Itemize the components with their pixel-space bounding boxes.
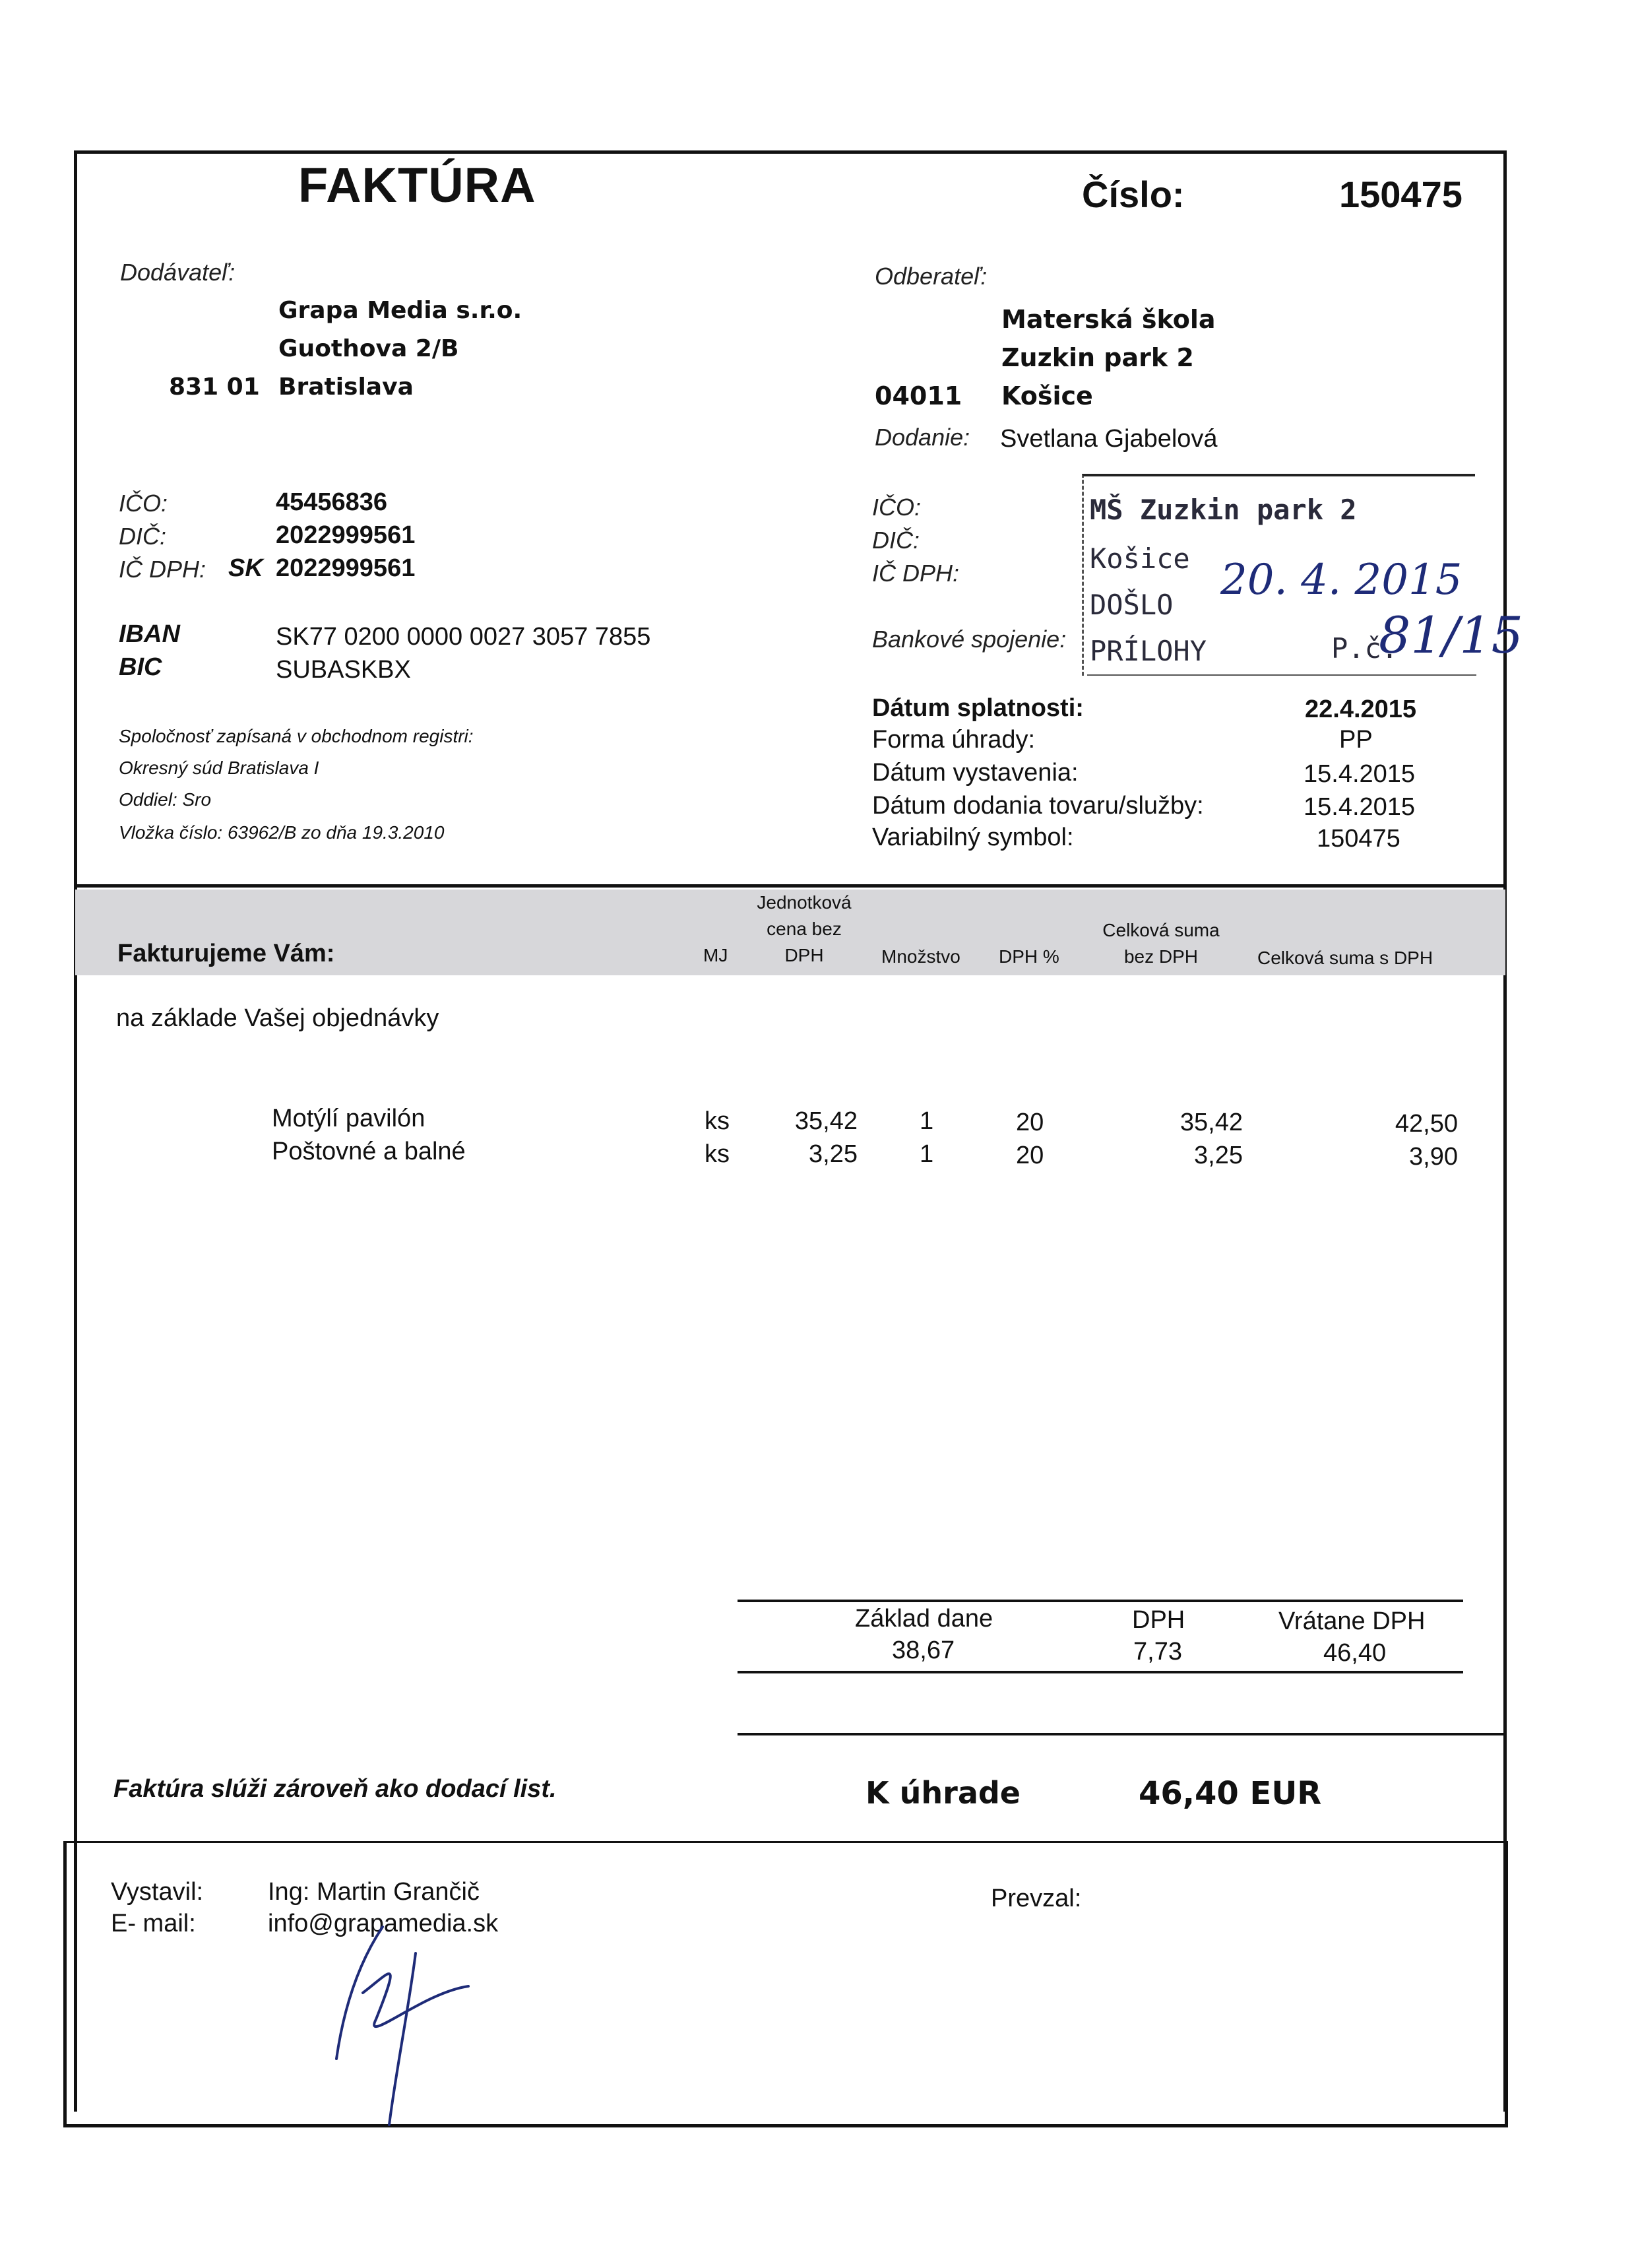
item-quantity: 1: [920, 1140, 934, 1168]
supplier-dic-label: DIČ:: [119, 523, 166, 550]
supplier-icdph: 2022999561: [276, 554, 416, 582]
col-header-total-no-vat: bez DPH: [1123, 946, 1199, 967]
order-reference: na základe Vašej objednávky: [116, 1004, 439, 1032]
variable-symbol-label: Variabilný symbol:: [872, 824, 1074, 851]
bic-value: SUBASKBX: [276, 656, 411, 684]
supplier-label: Dodávateľ:: [120, 259, 236, 286]
item-total-vat: 42,50: [1395, 1110, 1458, 1138]
customer-dic-label: DIČ:: [872, 527, 920, 554]
email-value: info@grapamedia.sk: [268, 1910, 499, 1937]
item-vat-percent: 20: [1016, 1142, 1044, 1169]
supplier-street: Guothova 2/B: [278, 335, 459, 362]
delivery-name: Svetlana Gjabelová: [1000, 425, 1218, 453]
issued-by-name: Ing: Martin Grančič: [268, 1878, 480, 1906]
delivery-date-value: 15.4.2015: [1304, 793, 1416, 821]
tax-base-value: 38,67: [892, 1636, 955, 1664]
col-header-unit-price: DPH: [784, 945, 824, 965]
summary-top-line: [738, 1600, 1463, 1602]
supplier-ico: 45456836: [276, 488, 388, 516]
vat-label: DPH: [1132, 1606, 1185, 1634]
item-vat-percent: 20: [1016, 1109, 1044, 1136]
customer-ico-label: IČO:: [872, 494, 922, 521]
customer-city: Košice: [1001, 381, 1093, 410]
stamp-bottom-line: [1087, 674, 1476, 676]
supplier-zip: 831 01: [169, 373, 260, 401]
delivery-note-statement: Faktúra slúži zároveň ako dodací list.: [113, 1775, 557, 1803]
due-date-label: Dátum splatnosti:: [872, 694, 1084, 722]
customer-icdph-label: IČ DPH:: [872, 560, 960, 587]
issue-date-label: Dátum vystavenia:: [872, 759, 1079, 787]
delivery-date-label: Dátum dodania tovaru/služby:: [872, 792, 1204, 820]
col-header-total-no-vat: Celková suma: [1102, 920, 1220, 940]
issue-date-value: 15.4.2015: [1304, 760, 1416, 788]
customer-name: Materská škola: [1001, 305, 1216, 334]
stamp-line: PRÍLOHY: [1090, 635, 1207, 667]
supplier-name: Grapa Media s.r.o.: [278, 297, 522, 324]
delivery-label: Dodanie:: [875, 424, 970, 451]
received-by-label: Prevzal:: [991, 1885, 1082, 1912]
invoice-title: FAKTÚRA: [298, 158, 536, 212]
iban-value: SK77 0200 0000 0027 3057 7855: [276, 623, 651, 651]
col-header-total-vat: Celková suma s DPH: [1257, 948, 1433, 968]
stamp-line: Košice: [1090, 542, 1190, 575]
item-total-no-vat: 3,25: [1194, 1142, 1243, 1169]
supplier-city: Bratislava: [278, 373, 414, 401]
stamp-line: DOŠLO: [1090, 589, 1174, 621]
item-total-no-vat: 35,42: [1180, 1109, 1243, 1136]
item-quantity: 1: [920, 1107, 934, 1135]
col-header-unit-price: cena bez: [767, 919, 842, 939]
item-unit: ks: [705, 1140, 730, 1168]
stamp-handwritten-number: 81/15: [1379, 606, 1524, 664]
amount-due-value: 46,40 EUR: [1139, 1775, 1322, 1812]
issued-by-label: Vystavil:: [111, 1878, 204, 1906]
invoice-number: 150475: [1339, 174, 1463, 215]
stamp-pc-label: P.č.: [1331, 632, 1399, 664]
item-unit-price: 35,42: [794, 1107, 858, 1135]
payment-form-label: Forma úhrady:: [872, 726, 1036, 754]
incl-vat-label: Vrátane DPH: [1278, 1607, 1426, 1635]
supplier-ico-label: IČO:: [119, 490, 168, 517]
item-unit: ks: [705, 1107, 730, 1135]
iban-label: IBAN: [119, 620, 180, 648]
incl-vat-value: 46,40: [1323, 1639, 1387, 1667]
due-date-value: 22.4.2015: [1305, 696, 1417, 723]
col-header-quantity: Množstvo: [881, 946, 960, 967]
section-divider: [75, 884, 1505, 888]
item-total-vat: 3,90: [1409, 1143, 1458, 1171]
tax-base-label: Základ dane: [855, 1605, 993, 1633]
stamp-handwritten-date: 20. 4. 2015: [1220, 556, 1463, 604]
item-unit-price: 3,25: [809, 1140, 858, 1168]
invoice-number-label: Číslo:: [1082, 174, 1185, 215]
supplier-dic: 2022999561: [276, 521, 416, 549]
supplier-icdph-prefix: SK: [228, 554, 263, 582]
signature: [317, 1914, 501, 2138]
item-name: Motýlí pavilón: [272, 1105, 425, 1132]
payment-form-value: PP: [1339, 726, 1373, 754]
col-header-vat-percent: DPH %: [999, 946, 1059, 967]
bank-label: Bankové spojenie:: [872, 626, 1067, 653]
vat-value: 7,73: [1133, 1638, 1182, 1666]
variable-symbol-value: 150475: [1317, 825, 1400, 853]
registry-line: Vložka číslo: 63962/B zo dňa 19.3.2010: [119, 822, 445, 843]
customer-label: Odberateľ:: [875, 263, 988, 290]
bic-label: BIC: [119, 653, 162, 681]
customer-street: Zuzkin park 2: [1001, 343, 1194, 372]
col-header-mj: MJ: [703, 945, 728, 965]
summary-bottom-line: [738, 1671, 1463, 1673]
stamp-line: MŠ Zuzkin park 2: [1090, 494, 1357, 526]
amount-due-label: K úhrade: [865, 1775, 1021, 1811]
summary-separator: [738, 1733, 1505, 1735]
registry-line: Oddiel: Sro: [119, 789, 212, 810]
supplier-icdph-label: IČ DPH:: [119, 556, 206, 583]
registry-line: Okresný súd Bratislava I: [119, 758, 319, 778]
item-name: Poštovné a balné: [272, 1138, 466, 1165]
registry-line: Spoločnosť zapísaná v obchodnom registri:: [119, 726, 474, 746]
email-label: E- mail:: [111, 1910, 196, 1937]
col-header-unit-price: Jednotková: [757, 892, 852, 913]
customer-zip: 04011: [875, 381, 962, 410]
invoice-for-label: Fakturujeme Vám:: [117, 940, 335, 967]
